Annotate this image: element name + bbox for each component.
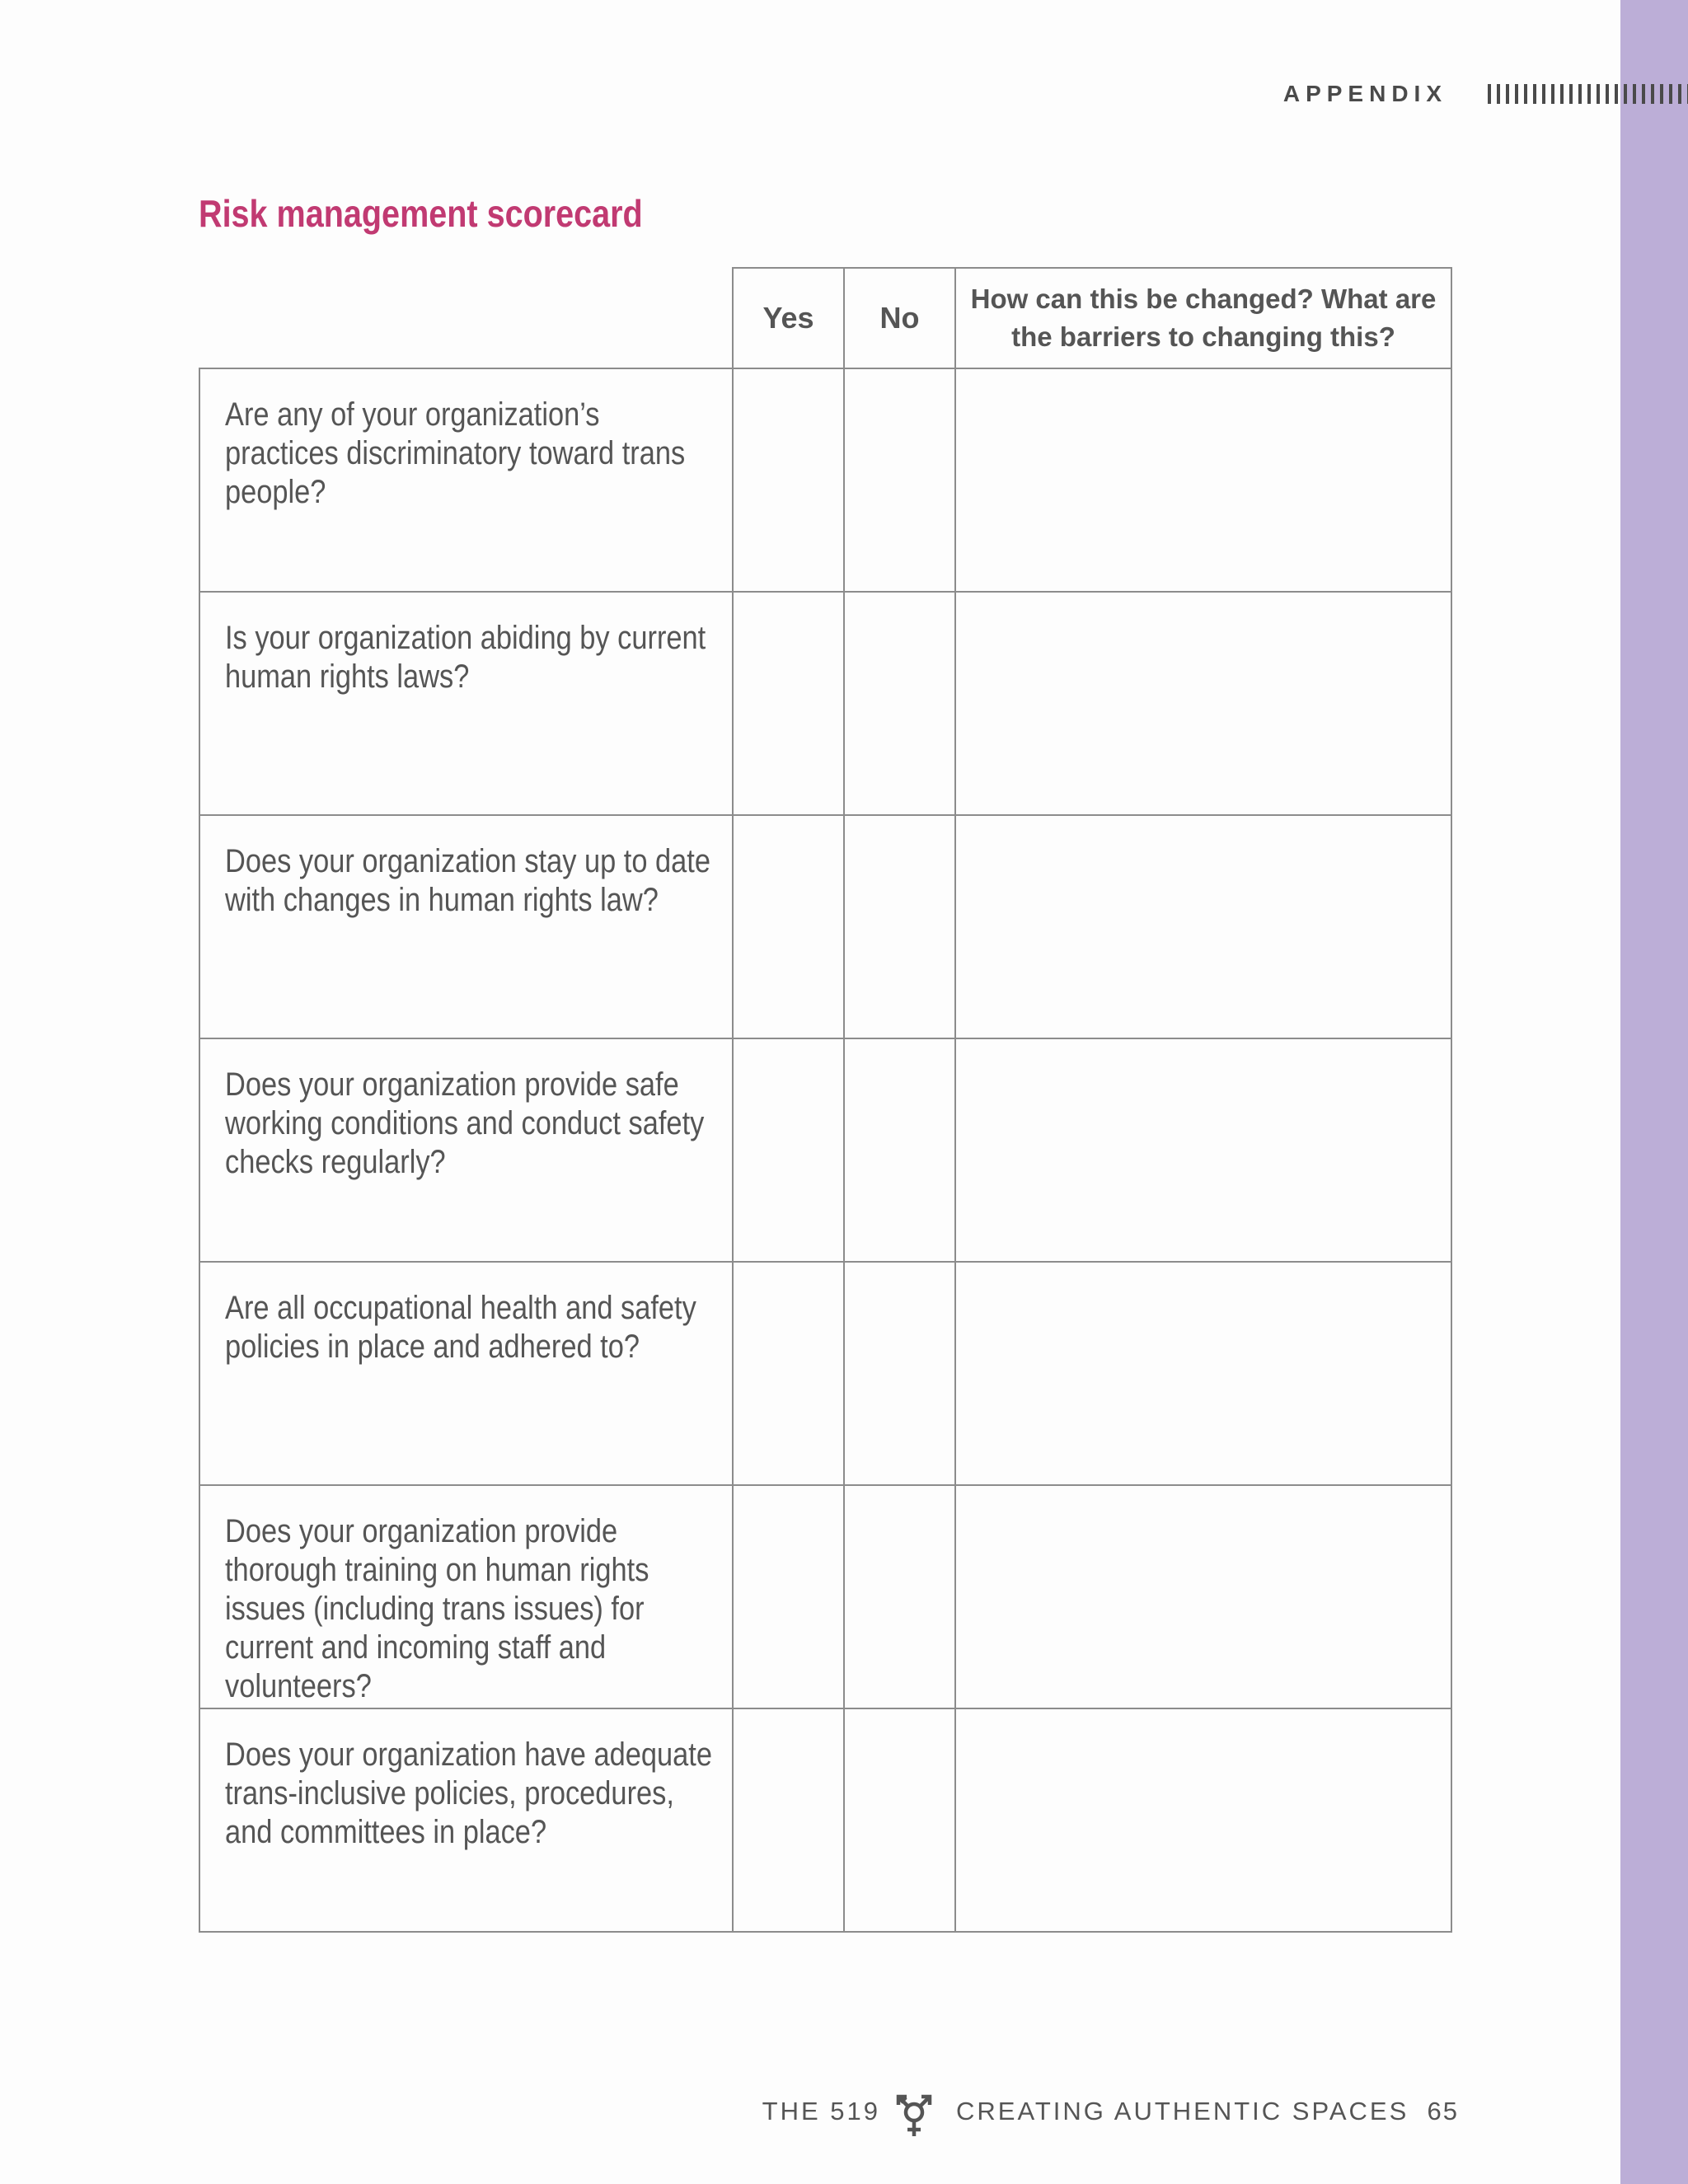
page-footer [742,2093,1459,2135]
scorecard-table [199,368,1452,1931]
page-number: 65 [1427,2097,1459,2125]
question-text: Does your organization stay up to date with changes in human rights law? [225,843,710,918]
question-text: Does your organization have adequate trans-inclusive policies, procedures, and committees in place? [225,1736,712,1850]
no-answer-cell[interactable] [843,814,956,1039]
barriers-answer-cell[interactable] [954,1484,1452,1709]
question-text: Is your organization abiding by current human rights laws? [225,620,706,695]
question-text: Are any of your organization’s practices discriminatory toward trans people? [225,396,686,510]
section-label: APPENDIX [1282,81,1447,106]
table-row [199,1038,1452,1261]
column-header-no-label: No [879,301,920,335]
transgender-symbol-icon [895,2093,933,2139]
no-answer-cell[interactable] [843,1484,956,1709]
question-cell [199,1261,734,1486]
decorative-tick-marks [1488,84,1688,104]
no-answer-cell[interactable] [843,591,956,816]
question-text: Does your organization provide safe working conditions and conduct safety checks regularly? [225,1066,705,1180]
question-text: Does your organization provide thorough training on human rights issues (including trans issues) for current and incoming staff and volunteers? [225,1513,649,1704]
running-header [1154,79,1688,112]
barriers-answer-cell[interactable] [954,591,1452,816]
yes-answer-cell[interactable] [732,1708,845,1933]
question-cell [199,368,734,593]
column-header-how [954,267,1452,369]
no-answer-cell[interactable] [843,1038,956,1263]
no-answer-cell[interactable] [843,1708,956,1933]
barriers-answer-cell[interactable] [954,1261,1452,1486]
table-row [199,1708,1452,1931]
question-text: Are all occupational health and safety policies in place and adhered to? [225,1290,696,1365]
question-cell [199,1484,734,1709]
question-cell [199,591,734,816]
column-header-yes [732,267,845,369]
footer-org: THE 519 [762,2097,880,2125]
column-header-how-label: How can this be changed? What are the barriers to changing this? [970,284,1437,352]
table-row [199,1261,1452,1484]
question-cell [199,814,734,1039]
yes-answer-cell[interactable] [732,368,845,593]
barriers-answer-cell[interactable] [954,368,1452,593]
no-answer-cell[interactable] [843,368,956,593]
yes-answer-cell[interactable] [732,814,845,1039]
column-header-no [843,267,956,369]
yes-answer-cell[interactable] [732,1261,845,1486]
yes-answer-cell[interactable] [732,1484,845,1709]
page-title: Risk management scorecard [199,192,643,235]
footer-publication: CREATING AUTHENTIC SPACES [956,2097,1409,2125]
question-cell [199,1038,734,1263]
column-header-yes-label: Yes [762,301,814,335]
barriers-answer-cell[interactable] [954,1708,1452,1933]
table-row [199,591,1452,814]
barriers-answer-cell[interactable] [954,814,1452,1039]
yes-answer-cell[interactable] [732,591,845,816]
no-answer-cell[interactable] [843,1261,956,1486]
barriers-answer-cell[interactable] [954,1038,1452,1263]
purple-side-bar [1620,0,1688,2184]
yes-answer-cell[interactable] [732,1038,845,1263]
table-row [199,368,1452,591]
question-cell [199,1708,734,1933]
table-row [199,1484,1452,1708]
table-row [199,814,1452,1038]
